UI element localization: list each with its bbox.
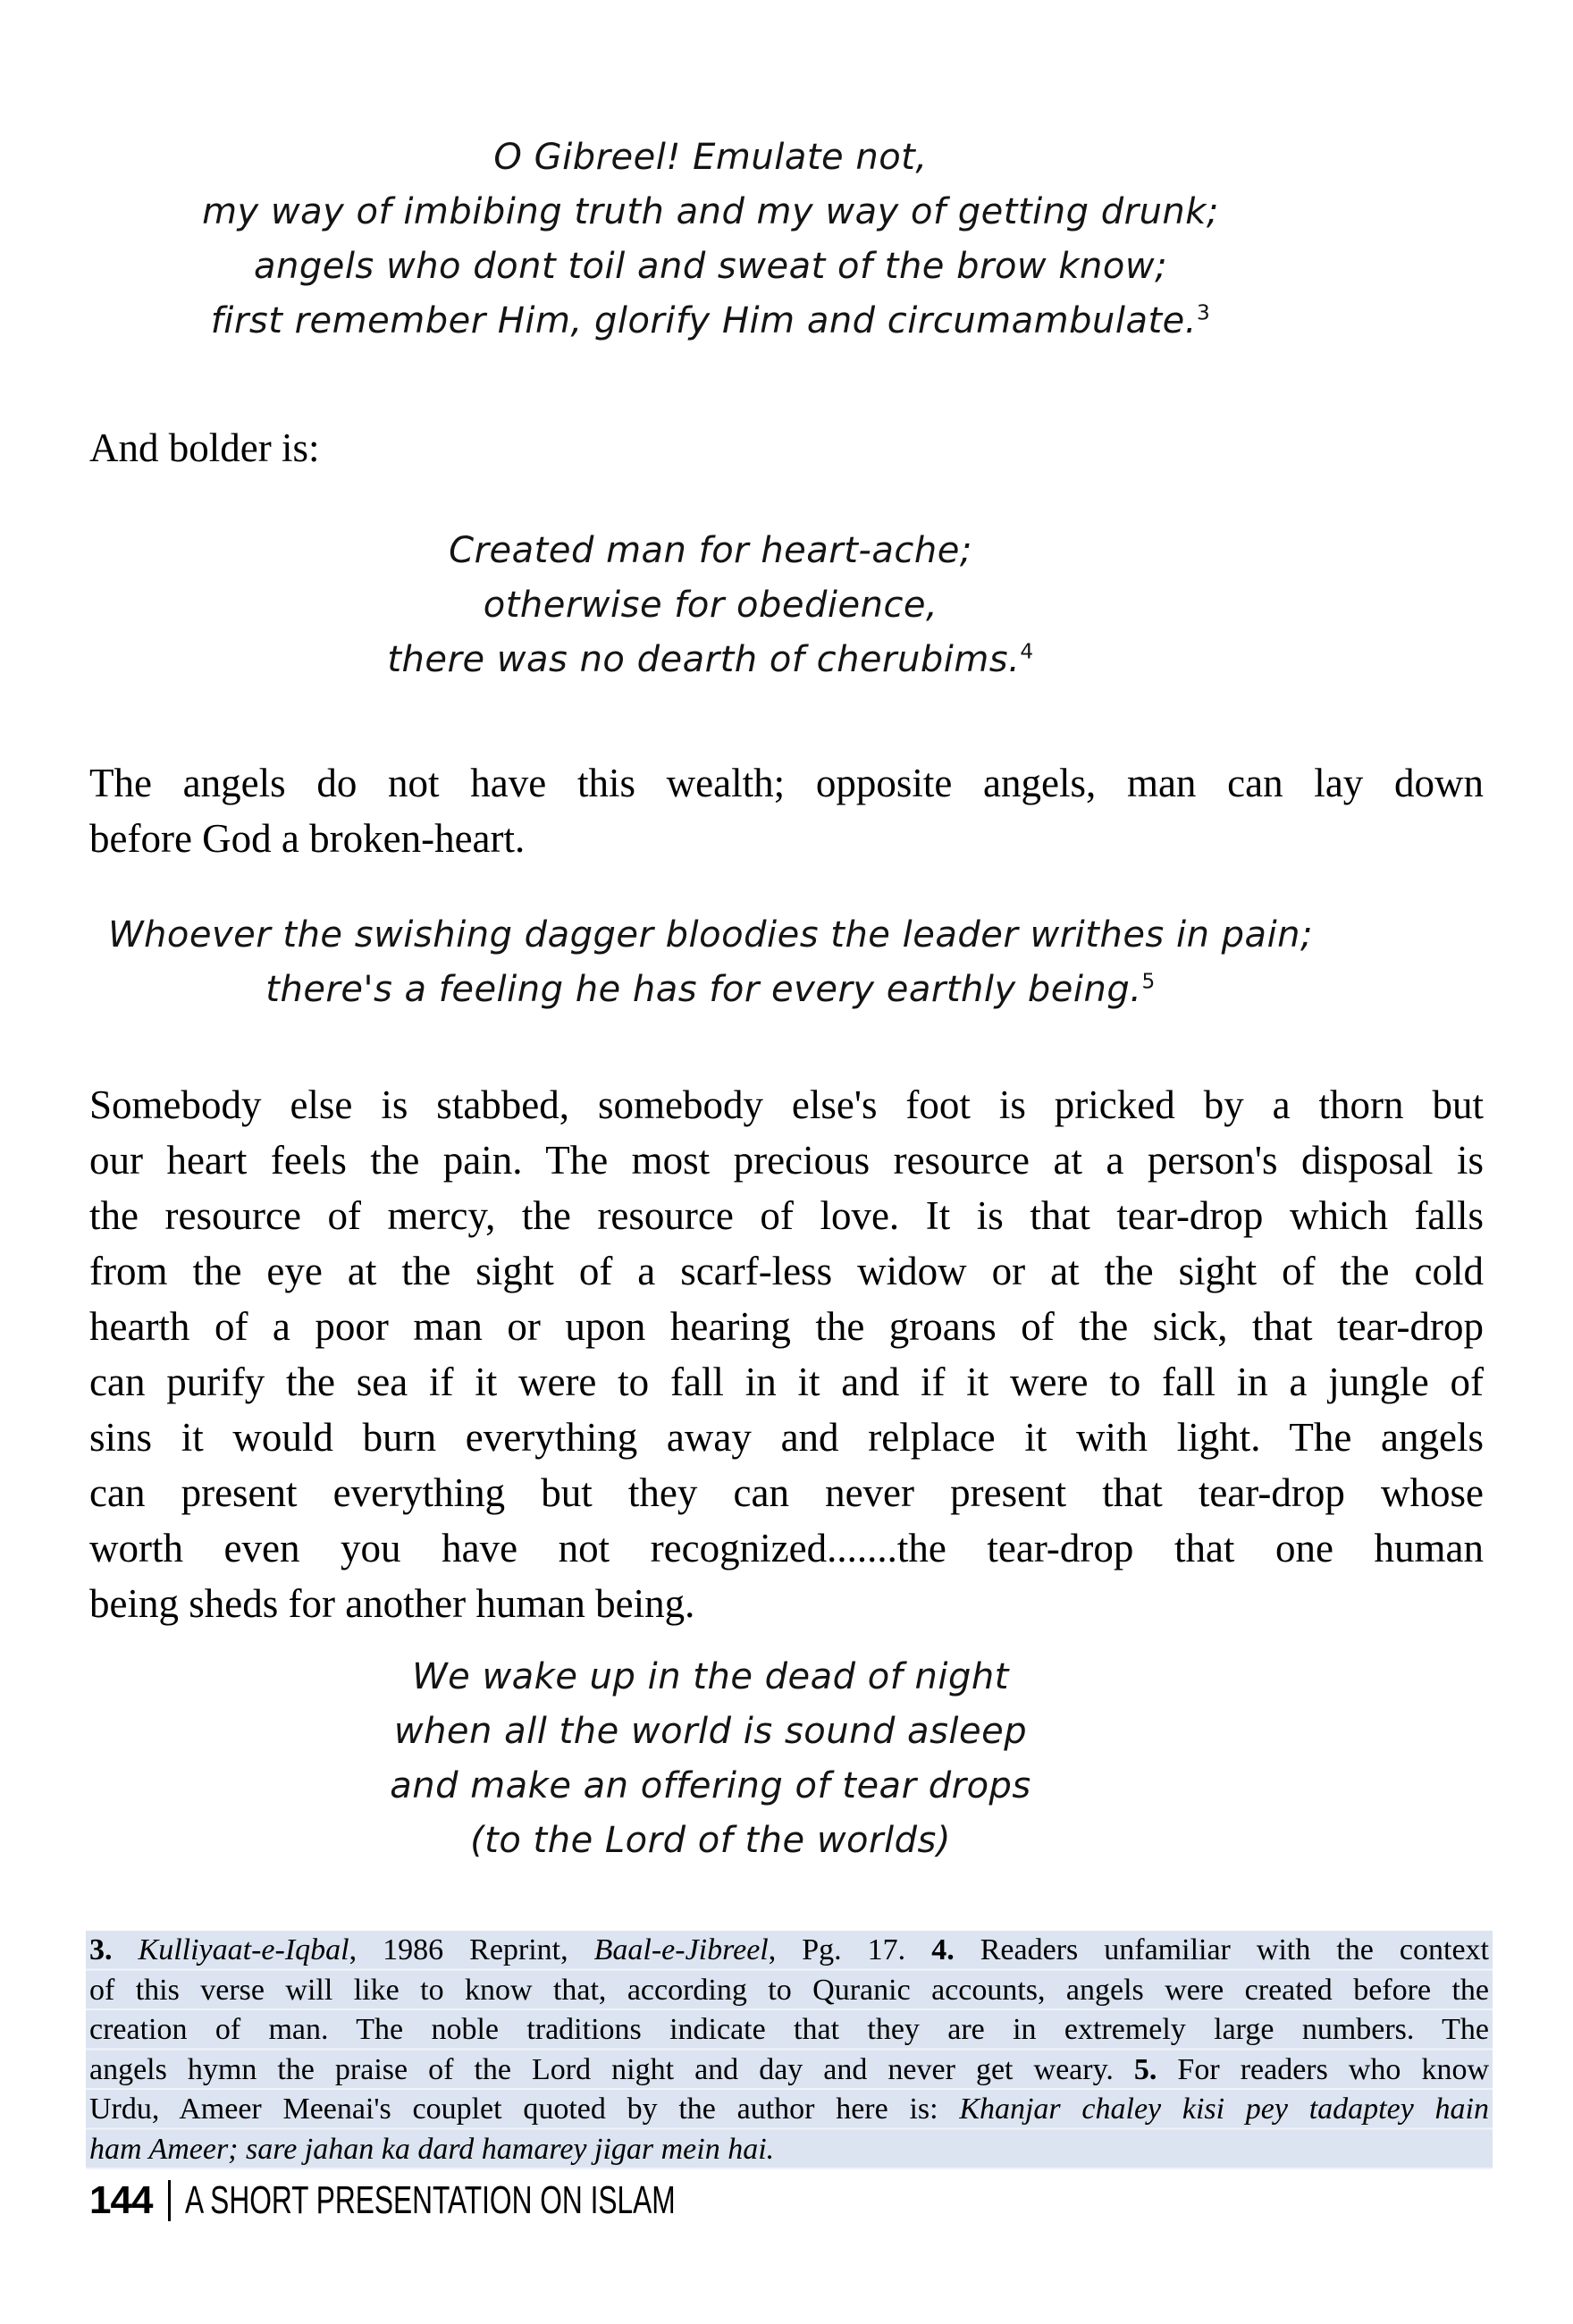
text-segment: there's a feeling he has for every earthly being. <box>265 969 1142 1010</box>
text-segment: Khanjar chaley kisi pey tadaptey hain <box>959 2092 1489 2126</box>
text-line <box>0 1814 1421 1868</box>
text-line <box>89 1077 1484 1133</box>
text-segment: hearth of a poor man or upon hearing the groans of the sick, that tear-drop <box>89 1304 1484 1349</box>
text-line <box>0 1759 1421 1814</box>
text-segment: angels hymn the praise of the Lord night and day and never get weary. <box>89 2052 1134 2086</box>
footnote-reference: 5 <box>1141 969 1156 994</box>
text-line <box>89 1133 1484 1188</box>
paragraph-teardrop <box>89 1077 1484 1631</box>
page-number: 144 <box>89 2178 153 2222</box>
footnote-reference: 4 <box>1020 639 1034 664</box>
text-segment: For readers who know <box>1157 2052 1489 2086</box>
text-line <box>0 578 1421 633</box>
text-line <box>89 811 1484 866</box>
text-segment: of this verse will like to know that, according to Quranic accounts, angels were created before the <box>89 1973 1489 2007</box>
text-segment: from the eye at the sight of a scarf-less widow or at the sight of the cold <box>89 1249 1484 1293</box>
text-segment: O Gibreel! Emulate not, <box>493 137 928 178</box>
poem-quote-wake-up <box>0 1650 1421 1868</box>
text-line <box>86 2090 1493 2130</box>
paragraph-angels-wealth <box>89 755 1484 866</box>
text-line <box>89 1188 1484 1243</box>
text-segment: , Pg. 17. <box>768 1933 932 1966</box>
text-segment: our heart feels the pain. The most precious resource at a person's disposal is <box>89 1138 1484 1183</box>
text-segment: worth even you have not recognized.......the tear-drop that one human <box>89 1526 1484 1570</box>
text-line <box>0 185 1421 240</box>
text-line <box>86 1971 1493 2011</box>
text-segment: Readers unfamiliar with the context <box>954 1933 1489 1966</box>
text-line <box>89 1520 1484 1576</box>
text-segment: Urdu, Ameer Meenai's couplet quoted by the author here is: <box>89 2092 960 2126</box>
text-segment: before God a broken-heart. <box>89 816 526 861</box>
text-line <box>0 1650 1421 1705</box>
text-segment: Baal-e-Jibreel <box>593 1933 769 1966</box>
text-segment: sins it would burn everything away and relplace it with light. The angels <box>89 1415 1484 1460</box>
text-segment: Kulliyaat-e-Iqbal <box>138 1933 349 1966</box>
text-segment: Created man for heart-ache; <box>449 530 972 571</box>
footer-divider <box>168 2180 171 2221</box>
text-line <box>0 294 1421 349</box>
text-line <box>89 1299 1484 1354</box>
text-segment: when all the world is sound asleep <box>393 1711 1028 1752</box>
text-segment: (to the Lord of the worlds) <box>470 1820 951 1861</box>
footnote-reference: 3 <box>1197 300 1211 325</box>
text-line <box>0 240 1421 294</box>
book-title: A SHORT PRESENTATION ON ISLAM <box>185 2178 677 2222</box>
text-line <box>0 908 1421 963</box>
text-segment: otherwise for obedience, <box>483 585 938 626</box>
text-segment: angels who dont toil and sweat of the brow know; <box>253 246 1168 287</box>
text-segment: creation of man. The noble traditions indicate that they are in extremely large numbers. The <box>89 2013 1489 2046</box>
text-segment: ham Ameer; sare jahan ka dard hamarey jigar mein hai. <box>89 2132 775 2166</box>
text-segment: The angels do not have this wealth; opposite angels, man can lay down <box>89 761 1484 805</box>
text-line <box>86 1931 1493 1971</box>
text-segment: can purify the sea if it were to fall in it and if it were to fall in a jungle of <box>89 1360 1484 1404</box>
text-segment: the resource of mercy, the resource of love. It is that tear-drop which falls <box>89 1193 1484 1238</box>
text-line <box>86 2050 1493 2091</box>
text-segment: first remember Him, glorify Him and circumambulate. <box>210 300 1197 341</box>
text-segment: Whoever the swishing dagger bloodies the leader writhes in pain; <box>107 914 1314 956</box>
poem-quote-dagger <box>0 908 1421 1017</box>
text-line <box>0 633 1421 687</box>
text-segment: 5. <box>1133 2052 1157 2086</box>
text-line <box>89 755 1484 811</box>
text-segment: and make an offering of tear drops <box>390 1765 1031 1806</box>
poem-quote-gibreel <box>0 131 1421 349</box>
text-line <box>89 1354 1484 1410</box>
text-line <box>89 1243 1484 1299</box>
text-line <box>0 131 1421 185</box>
page-footer <box>89 2178 866 2223</box>
text-line <box>86 2010 1493 2050</box>
text-segment <box>113 1933 139 1966</box>
poem-quote-created-man <box>0 524 1421 687</box>
text-segment: my way of imbibing truth and my way of getting drunk; <box>202 191 1219 232</box>
text-segment: 3. <box>89 1933 113 1966</box>
footnotes-block <box>86 1931 1493 2169</box>
text-segment: can present everything but they can never present that tear-drop whose <box>89 1470 1484 1515</box>
text-segment: , 1986 Reprint, <box>349 1933 594 1966</box>
text-segment: being sheds for another human being. <box>89 1581 695 1626</box>
text-segment: We wake up in the dead of night <box>412 1656 1009 1697</box>
text-segment: 4. <box>931 1933 955 1966</box>
text-line <box>0 1705 1421 1759</box>
text-segment: Somebody else is stabbed, somebody else's foot is pricked by a thorn but <box>89 1082 1484 1127</box>
text-line <box>89 1410 1484 1465</box>
text-line <box>89 1465 1484 1520</box>
text-segment: there was no dearth of cherubims. <box>387 639 1021 680</box>
text-line <box>86 2130 1493 2170</box>
text-line <box>89 1576 1484 1631</box>
lead-in-text: And bolder is: <box>89 425 320 470</box>
text-line <box>0 524 1421 578</box>
text-line <box>0 963 1421 1017</box>
